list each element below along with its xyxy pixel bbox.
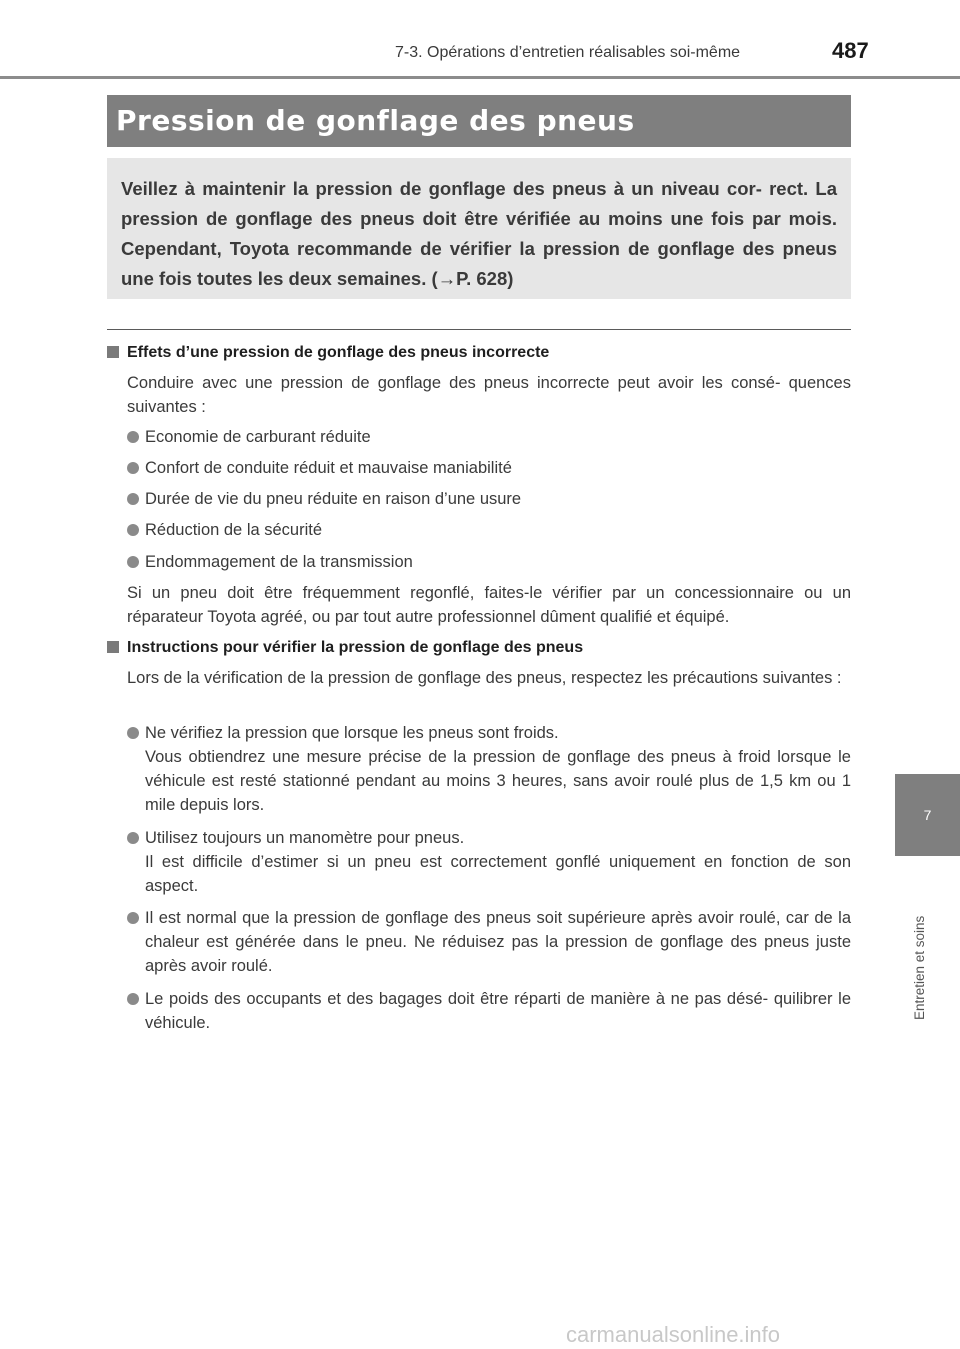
circle-bullet-icon [127, 556, 139, 568]
circle-bullet-icon [127, 524, 139, 536]
circle-bullet-icon [127, 832, 139, 844]
watermark: carmanualsonline.info [566, 1322, 781, 1347]
list-item-text: Endommagement de la transmission [145, 553, 413, 571]
chapter-label-text: Entretien et soins [912, 915, 927, 1020]
section-outro: Si un pneu doit être fréquemment regonflé, faites-le vérifier par un concessionnaire ou un réparateur Toyota agréé, ou par tout autre professionnel dûment qualifié et équipé. [127, 584, 851, 626]
list-item [127, 987, 851, 1035]
list-item-text: Durée de vie du pneu réduite en raison d’une usure [145, 490, 522, 508]
list-item-text: Il est normal que la pression de gonflage des pneus soit supérieure après avoir roulé, car de la chaleur est générée dans le pneu. Ne réduisez pas la pression de gonflage des pneus juste après avoir roulé. [145, 909, 851, 975]
list-item [127, 721, 851, 817]
list-item [127, 456, 851, 480]
list-item [127, 518, 851, 542]
section-heading [107, 344, 549, 362]
circle-bullet-icon [127, 727, 139, 739]
section-intro: Lors de la vérification de la pression de gonflage des pneus, respectez les précautions suivantes : [127, 669, 842, 687]
section-heading-text: Effets d’une pression de gonflage des pneus incorrecte [127, 344, 550, 361]
section-heading-text: Instructions pour vérifier la pression de gonflage des pneus [127, 639, 584, 656]
title-bar [107, 95, 851, 147]
list-item [127, 425, 851, 449]
list-item [127, 826, 851, 898]
section-heading [107, 639, 583, 657]
intro-text: Veillez à maintenir la pression de gonflage des pneus à un niveau cor- rect. La pression de gonflage des pneus doit être vérifiée au moins une fois par mois. Cependant, Toyota recommande de vérifier la pression de gonflage des pneus une fois toutes les deux semaines. (→P. 628) [121, 178, 837, 289]
circle-bullet-icon [127, 912, 139, 924]
circle-bullet-icon [127, 462, 139, 474]
list-item-text: Réduction de la sécurité [145, 521, 323, 539]
section-intro: Conduire avec une pression de gonflage des pneus incorrecte peut avoir les consé- quences suivantes : [127, 374, 851, 416]
chapter-label [912, 870, 932, 1020]
list-item-text: Ne vérifiez la pression que lorsque les pneus sont froids. [145, 724, 559, 742]
list-item [127, 487, 851, 511]
square-bullet-icon [107, 346, 119, 358]
chapter-number: 7 [923, 807, 932, 823]
list-item-text: Economie de carburant réduite [145, 428, 371, 446]
square-bullet-icon [107, 641, 119, 653]
circle-bullet-icon [127, 993, 139, 1005]
circle-bullet-icon [127, 493, 139, 505]
circle-bullet-icon [127, 431, 139, 443]
list-item-text: Utilisez toujours un manomètre pour pneus. [145, 829, 465, 847]
list-item-text: Confort de conduite réduit et mauvaise maniabilité [145, 459, 512, 477]
list-item-detail: Il est difficile d’estimer si un pneu est correctement gonflé uniquement en fonction de son aspect. [145, 853, 851, 895]
list-item-text: Le poids des occupants et des bagages doit être réparti de manière à ne pas désé- quilibrer le véhicule. [145, 990, 851, 1032]
list-item [127, 906, 851, 978]
list-item [127, 550, 851, 574]
intro-box [107, 158, 851, 299]
header-section-title: 7-3. Opérations d’entretien réalisables soi-même [395, 44, 741, 61]
chapter-tab [895, 774, 960, 856]
list-item-detail: Vous obtiendrez une mesure précise de la pression de gonflage des pneus à froid lorsque le véhicule est resté stationné pendant au moins 3 heures, sans avoir roulé plus de 1,5 km ou 1 mile depuis lors. [145, 748, 851, 814]
header-rule [0, 76, 960, 79]
page-number: 487 [832, 38, 869, 63]
page-title: Pression de gonflage des pneus [116, 104, 635, 137]
section-rule [107, 329, 851, 330]
